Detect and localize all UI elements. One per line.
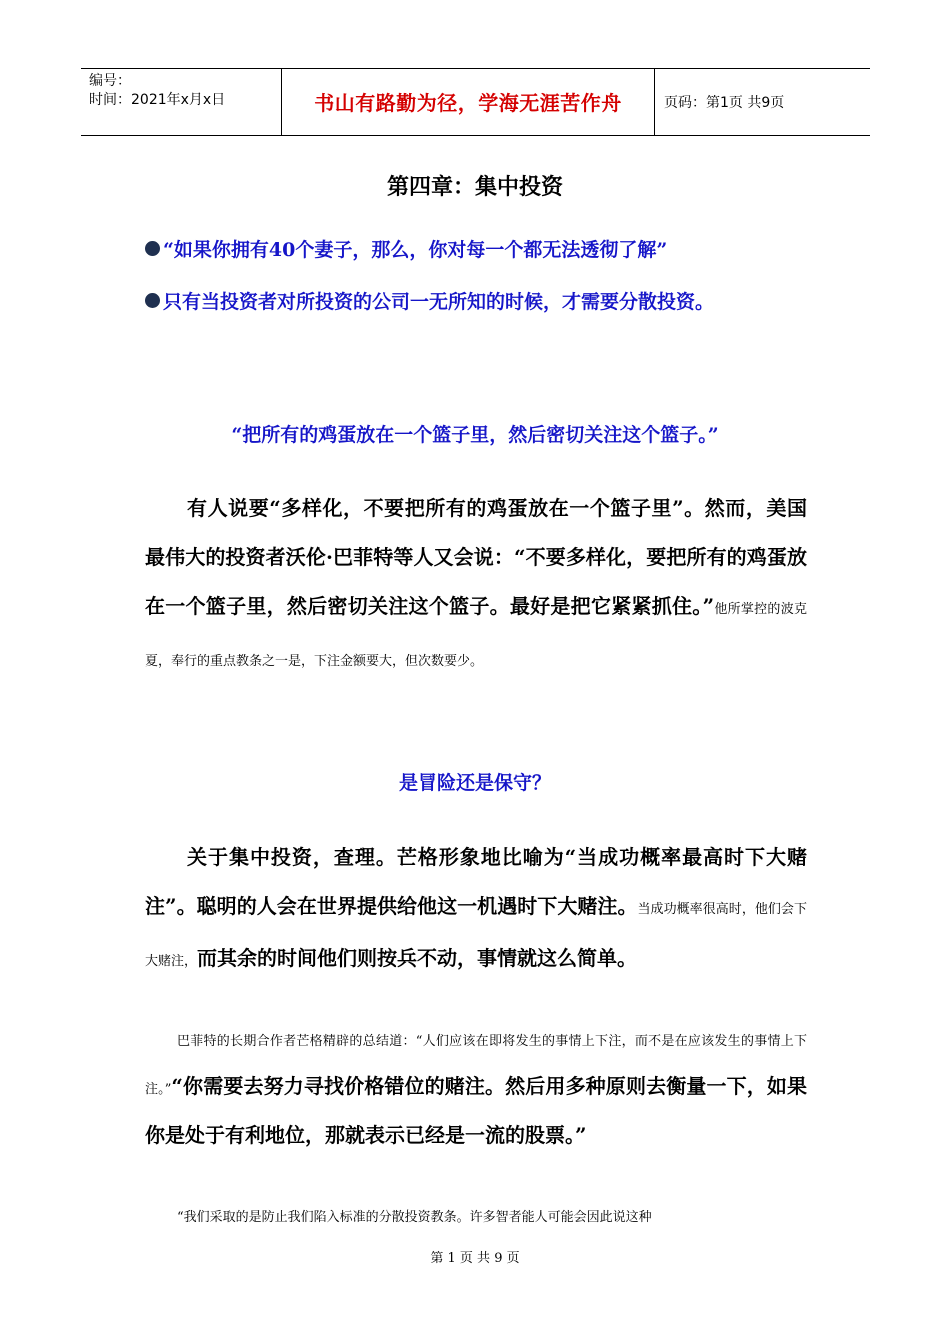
bullet-text: 只有当投资者对所投资的公司一无所知的时候，才需要分散投资。 bbox=[163, 291, 715, 313]
header-bottom-border bbox=[81, 135, 870, 136]
bullet-item bbox=[145, 235, 667, 262]
chapter-title: 第四章：集中投资 bbox=[386, 174, 563, 200]
paragraph-4: “我们采取的是防止我们陷入标准的分散投资教条。许多智者能人可能会因此说这种 bbox=[177, 1210, 652, 1225]
header-divider-right bbox=[654, 68, 655, 135]
document-time-label: 时间：2021年x月x日 bbox=[89, 92, 226, 108]
paragraph-1 bbox=[145, 484, 807, 686]
paragraph-3-small: 巴菲特的长期合作者芒格精辟的总结道：“人们应该在即将发生的事情上下注，而不是在应该发生的事情上下注。” bbox=[145, 1034, 807, 1097]
document-number-label: 编号： bbox=[89, 73, 131, 89]
paragraph-2-bold-2: 而其余的时间他们则按兵不动，事情就这么简单。 bbox=[197, 946, 638, 970]
page-footer: 第 1 页 共 9 页 bbox=[430, 1251, 520, 1266]
paragraph-1-small: 他所掌控的波克夏，奉行的重点教条之一是，下注金额要大，但次数要少。 bbox=[145, 602, 807, 669]
quote-heading: “把所有的鸡蛋放在一个篮子里，然后密切关注这个篮子。” bbox=[231, 424, 719, 446]
bullet-text: “如果你拥有40个妻子，那么，你对每一个都无法透彻了解” bbox=[163, 239, 668, 261]
bullet-dot-icon bbox=[145, 293, 160, 308]
paragraph-3-bold: “你需要去努力寻找价格错位的赌注。然后用多种原则去衡量一下，如果你是处于有利地位，那就表示已经是一流的股票。” bbox=[145, 1074, 807, 1147]
paragraph-2-small: 当成功概率很高时，他们会下大赌注， bbox=[145, 902, 807, 969]
bullet-dot-icon bbox=[145, 241, 160, 256]
header-page-info: 页码：第1页 共9页 bbox=[664, 94, 785, 111]
header-motto: 书山有路勤为径，学海无涯苦作舟 bbox=[314, 91, 622, 115]
paragraph-2 bbox=[145, 833, 807, 986]
header-left-cell bbox=[89, 72, 225, 110]
paragraph-1-bold: 有人说要“多样化，不要把所有的鸡蛋放在一个篮子里”。然而，美国最伟大的投资者沃伦·巴菲特等人又会说：“不要多样化，要把所有的鸡蛋放在一个篮子里，然后密切关注这个篮子。最好是把它紧紧抓住。” bbox=[145, 496, 807, 618]
header-divider-left bbox=[281, 68, 282, 135]
paragraph-2-bold-1: 关于集中投资，查理。芒格形象地比喻为“当成功概率最高时下大赌注”。聪明的人会在世界提供给他这一机遇时下大赌注。 bbox=[145, 845, 807, 918]
bullet-item bbox=[145, 287, 714, 314]
section-heading: 是冒险还是保守？ bbox=[398, 772, 551, 794]
paragraph-3 bbox=[145, 1022, 807, 1160]
